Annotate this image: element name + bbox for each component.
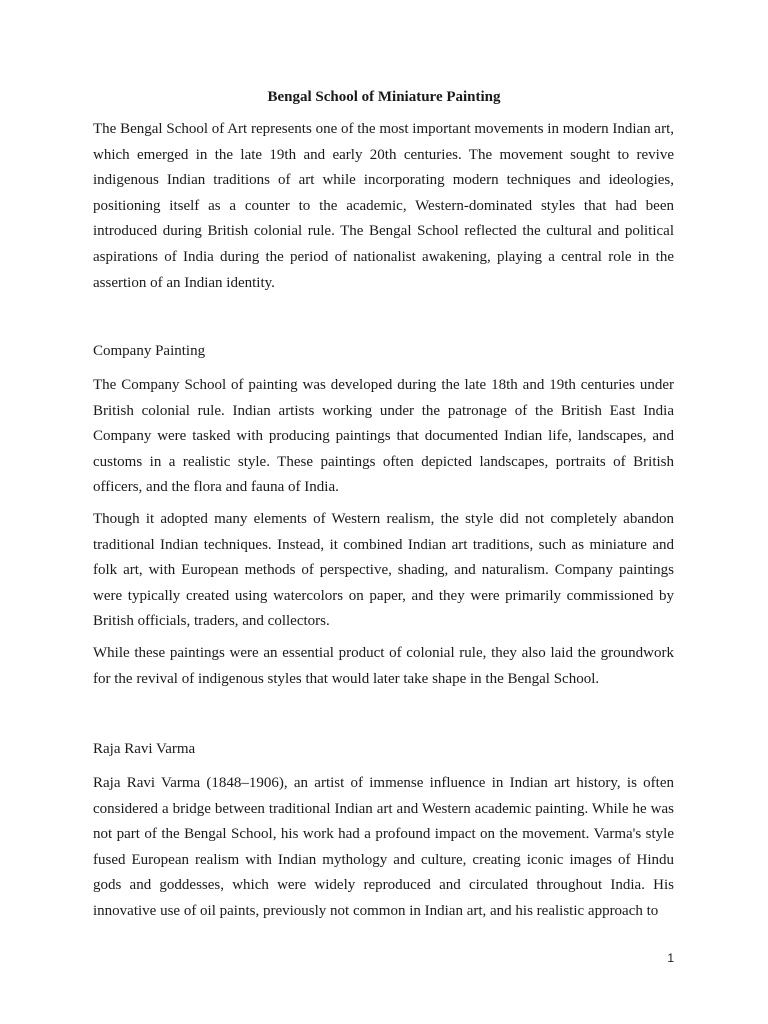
document-title: Bengal School of Miniature Painting — [267, 89, 501, 105]
page-number: 1 — [667, 951, 674, 965]
section-heading-raja-ravi-varma: Raja Ravi Varma — [93, 741, 196, 757]
company-painting-paragraph-2: Though it adopted many elements of Western realism, the style did not completely abandon traditional Indian techniques. Instead, it combined Indian art traditions, such as miniature and folk art, with European methods of perspective, shading, and naturalism. Company paintings were typically created using watercolors on paper, and they were primarily commissioned by British officials, traders, and collectors. — [93, 511, 674, 630]
company-painting-paragraph-1: The Company School of painting was developed during the late 18th and 19th centuries under British colonial rule. Indian artists working under the patronage of the British East India Company were tasked with producing paintings that documented Indian life, landscapes, and customs in a realistic style. These paintings often depicted landscapes, portraits of British officers, and the flora and fauna of India. — [93, 377, 674, 496]
section-heading-company-painting: Company Painting — [93, 343, 206, 359]
intro-paragraph: The Bengal School of Art represents one of the most important movements in modern Indian art, which emerged in the late 19th and early 20th centuries. The movement sought to revive indigenous Indian traditions of art while incorporating modern techniques and ideologies, positioning itself as a counter to the academic, Western-dominated styles that had been introduced during British colonial rule. The Bengal School reflected the cultural and political aspirations of India during the period of nationalist awakening, playing a central role in the assertion of an Indian identity. — [93, 121, 674, 291]
company-painting-paragraph-3: While these paintings were an essential product of colonial rule, they also laid the groundwork for the revival of indigenous styles that would later take shape in the Bengal School. — [93, 645, 674, 687]
raja-ravi-varma-paragraph-1: Raja Ravi Varma (1848–1906), an artist of immense influence in Indian art history, is often considered a bridge between traditional Indian art and Western academic painting. While he was not part of the Bengal School, his work had a profound impact on the movement. Varma's style fused European realism with Indian mythology and culture, creating iconic images of Hindu gods and goddesses, which were widely reproduced and circulated throughout India. His innovative use of oil paints, previously not common in Indian art, and his realistic approach to — [93, 775, 674, 919]
